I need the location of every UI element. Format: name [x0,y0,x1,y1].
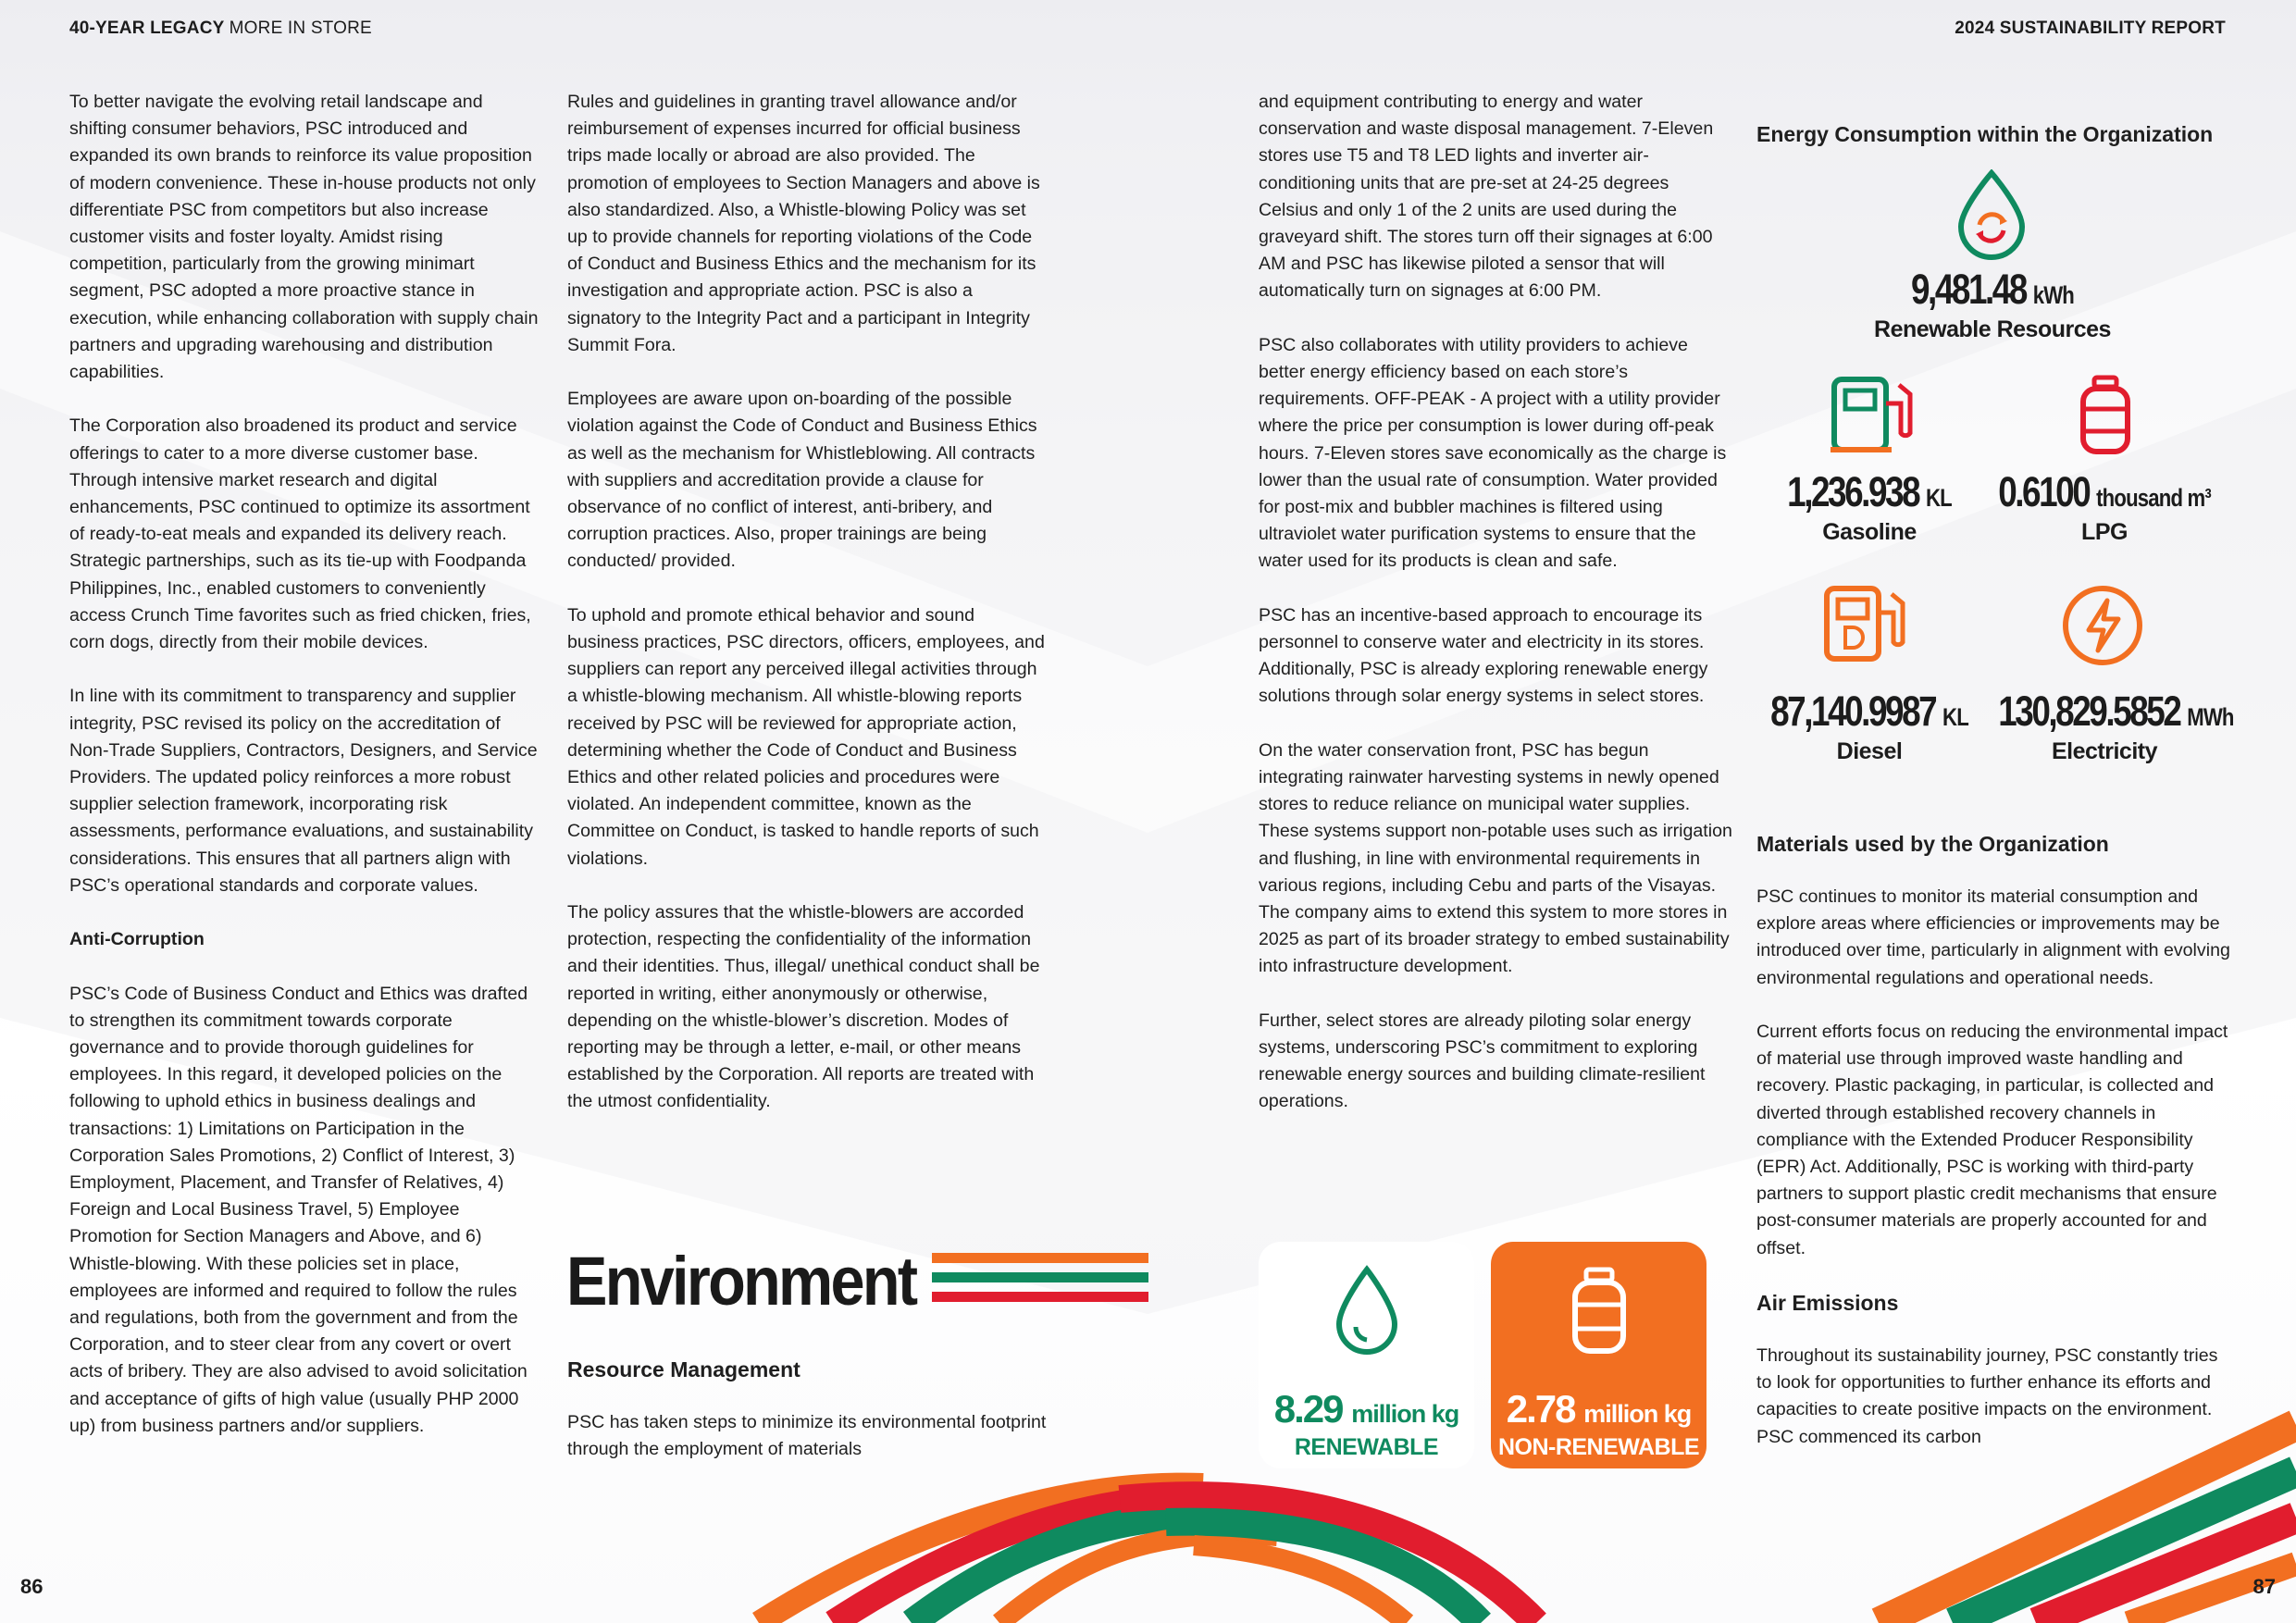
paragraph: PSC continues to monitor its material consumption and explore areas where efficiencies or improvements may be introduced over time, particularly in alignment with evolving environmental regulations and operational needs. [1756,886,2230,988]
metric-label: Diesel [1836,738,1903,764]
non-renewable-card [1491,1242,1706,1468]
metric-value: 0.6100 [1998,468,2090,515]
paragraph: PSC also collaborates with utility providers to achieve better energy efficiency based on each store’s requirements. OFF-PEAK - A project with a utility provider where the price per consumption is lower during off-peak hours. 7-Eleven stores save economically as the charge is lower than the usual rate of consumption. Water provided for post-mix and bubbler machines is filtered using ultraviolet water purification systems to ensure that the water used for its products is clean and safe. [1259,334,1727,572]
paragraph: To uphold and promote ethical behavior and sound business practices, PSC directors, officers, employees, and suppliers can report any perceived illegal activities through a whistle-blowing mechanism. All whistle-blowing reports received by PSC will be reviewed for appropriate action, determining whether the Code of Conduct and Business Ethics and other related policies and procedures were violated. An independent committee, known as the Committee on Conduct, is tasked to handle reports of such violations. [567,604,1045,869]
header-more-in-store: MORE IN STORE [229,19,372,38]
metric-label: Gasoline [1822,519,1917,545]
header-left [69,19,372,39]
fuel-pump-icon [1831,376,1916,453]
lpg-tank-icon [2078,374,2133,455]
renewable-unit: million kg [1351,1400,1459,1428]
paragraph: Current efforts focus on reducing the environmental impact of material use through improved waste handling and recovery. Plastic packaging, in particular, is collected and diverted through established recovery channels in compliance with the Extended Producer Responsibility (EPR) Act. Additionally, PSC is working with third-party partners to support plastic credit mechanisms that ensure post-consumer materials are properly accounted for and offset. [1756,1022,2228,1258]
environment-title: Environment [566,1243,916,1319]
column-2 [567,89,1049,1116]
page-number-left: 86 [20,1575,43,1598]
air-emissions-title: Air Emissions [1756,1291,1899,1316]
paragraph: Employees are aware upon on-boarding of the possible violation against the Code of Conduct and Business Ethics as well as the mechanism for Whistleblowing. All contracts with suppliers and accreditation provide a clause for observance of no conflict of interest, anti-bribery, and corruption practices. Also, proper trainings are being conducted/ provided. [567,389,1037,572]
header-legacy: 40-YEAR LEGACY [69,19,225,38]
column-4-text [1756,830,2238,1451]
paragraph: In line with its commitment to transparency and supplier integrity, PSC revised its policy on the accreditation of Non-Trade Suppliers, Contractors, Designers, and Service Providers. The updated policy reinforces a more robust supplier selection framework, incorporating risk assessments, performance evaluations, and sustainability considerations. This ensures that all partners align with PSC’s operational standards and corporate values. [69,686,538,896]
stripe-green [932,1272,1148,1282]
non-renewable-unit: million kg [1583,1400,1692,1428]
water-drop-icon [1330,1264,1404,1357]
paragraph: PSC has taken steps to minimize its environmental footprint through the employment of materials [567,1412,1047,1460]
diesel-pump-icon [1823,585,1910,666]
lightning-bolt-icon [2061,584,2144,667]
metric-label: Electricity [2051,738,2157,764]
metric-electricity [1975,690,2234,764]
resource-management-heading: Resource Management [567,1357,800,1381]
metric-value: 87,140.9987 [1770,688,1936,735]
metric-unit: thousand m³ [2096,484,2211,512]
paragraph: PSC’s Code of Business Conduct and Ethics was drafted to strengthen its commitment towards corporate governance and to provide thorough guidelines for employees. In this regard, it developed policies on the following to uphold ethics in business dealings and transactions: 1) Limitations on Participation in the Corporation Sales Promotions, 2) Conflict of Interest, 3) Employment, Placement, and Transfer of Relatives, 4) Foreign and Local Business Travel, 5) Employee Promotion for Section Managers and Above, and 6) Whistle-blowing. With these policies set in place, employees are informed and required to follow the rules and regulations, both from the government and from the Corporation, and to steer clear from any covert or overt acts of bribery. They are also advised to avoid solicitation and acceptance of gifts of high value (usually PHP 2000 up) from business partners and/or suppliers. [69,983,528,1436]
non-renewable-value: 2.78 [1506,1387,1575,1431]
metric-gasoline [1740,468,1999,545]
column-1 [69,89,543,1440]
metric-lpg [1975,468,2234,545]
metric-diesel [1740,690,1999,764]
materials-title: Materials used by the Organization [1756,832,2109,856]
header-report-title: 2024 SUSTAINABILITY REPORT [1955,19,2226,38]
renewable-label: RENEWABLE [1294,1434,1439,1460]
anti-corruption-heading: Anti-Corruption [69,929,205,950]
page-number-right: 87 [2253,1575,2276,1598]
metric-label: Renewable Resources [1874,316,2111,342]
paragraph: Further, select stores are already piloting solar energy systems, underscoring PSC’s commitment to exploring renewable energy sources and building climate-resilient operations. [1259,1010,1706,1112]
paragraph: Rules and guidelines in granting travel allowance and/or reimbursement of expenses incurred for official business trips made locally or abroad are also provided. The promotion of employees to Section Managers and above is also standardized. Also, a Whistle-blowing Policy was set up to provide channels for reporting violations of the Code of Conduct and Business Ethics and the mechanism for its investigation and appropriate action. PSC is also a signatory to the Integrity Pact and a participant in Integrity Summit Fora. [567,92,1040,355]
metric-value: 9,481.48 [1910,266,2026,313]
stripe-orange [932,1253,1148,1263]
metric-value: 130,829.5852 [1998,688,2180,735]
renewable-energy-drop-icon [1954,169,2029,260]
paragraph: Throughout its sustainability journey, PSC constantly tries to look for opportunities to further enhance its efforts and capacities to create positive impacts on the environment. PSC commenced its carbon [1756,1345,2218,1447]
paragraph: PSC has an incentive-based approach to encourage its personnel to conserve water and electricity in its stores. Additionally, PSC is already exploring renewable energy solutions through solar energy systems in select stores. [1259,604,1708,707]
metric-unit: MWh [2187,703,2234,731]
metric-unit: KL [1925,484,1952,512]
paragraph: The Corporation also broadened its product and service offerings to cater to a more diverse customer base. Through intensive market research and digital enhancements, PSC continued to optimize its assortment of ready-to-eat meals and expanded its delivery reach. Strategic partnerships, such as its tie-up with Foodpanda Philippines, Inc., enabled customers to conveniently access Crunch Time favorites such as fried chicken, fries, corn dogs, directly from their mobile devices. [69,415,531,653]
column-3 [1259,89,1732,1116]
gas-cylinder-icon [1562,1264,1636,1357]
energy-consumption-title: Energy Consumption within the Organization [1756,122,2214,146]
resource-management-block [567,1356,1049,1463]
metric-unit: KL [1942,703,1968,731]
paragraph: To better navigate the evolving retail landscape and shifting consumer behaviors, PSC introduced and expanded its own brands to reinforce its value proposition of modern convenience. These in-house products not only differentiate PSC from competitors but also increase customer visits and foster loyalty. Amidst rising competition, particularly from the growing minimart segment, PSC adopted a more proactive stance in execution, while enhancing collaboration with supply chain partners and upgrading warehousing and distribution capabilities. [69,92,539,383]
paragraph: The policy assures that the whistle-blowers are accorded protection, respecting the confidentiality of the information and their identities. Thus, illegal/ unethical conduct shall be reported in writing, either anonymously or otherwise, depending on the whistle-blower’s discretion. Modes of reporting may be through a letter, e-mail, or other means established by the Corporation. All reports are treated with the utmost confidentiality. [567,902,1040,1112]
renewable-value: 8.29 [1273,1387,1343,1431]
metric-value: 1,236.938 [1787,468,1919,515]
metric-label: LPG [2081,519,2128,545]
paragraph: and equipment contributing to energy and water conservation and waste disposal management. 7-Eleven stores use T5 and T8 LED lights and inverter air-conditioning units that are pre-set at 24-25 degrees Celsius and only 1 of the 2 units are used during the graveyard shift. The stores turn off their signages at 6:00 AM and PSC has likewise piloted a sensor that will automatically turn on signages at 6:00 PM. [1259,92,1714,302]
metric-renewable-resources [1863,268,2122,342]
stripe-red [932,1292,1148,1302]
non-renewable-label: NON-RENEWABLE [1497,1434,1700,1460]
metric-unit: kWh [2032,281,2075,309]
paragraph: On the water conservation front, PSC has begun integrating rainwater harvesting systems in newly opened stores to reduce reliance on municipal water supplies. These systems support non-potable uses such as irrigation and flushing, in line with environmental requirements in various regions, including Cebu and parts of the Visayas. The company aims to extend this system to more stores in 2025 as part of its broader strategy to embed sustainability into infrastructure development. [1259,739,1732,977]
renewable-card [1259,1242,1474,1468]
